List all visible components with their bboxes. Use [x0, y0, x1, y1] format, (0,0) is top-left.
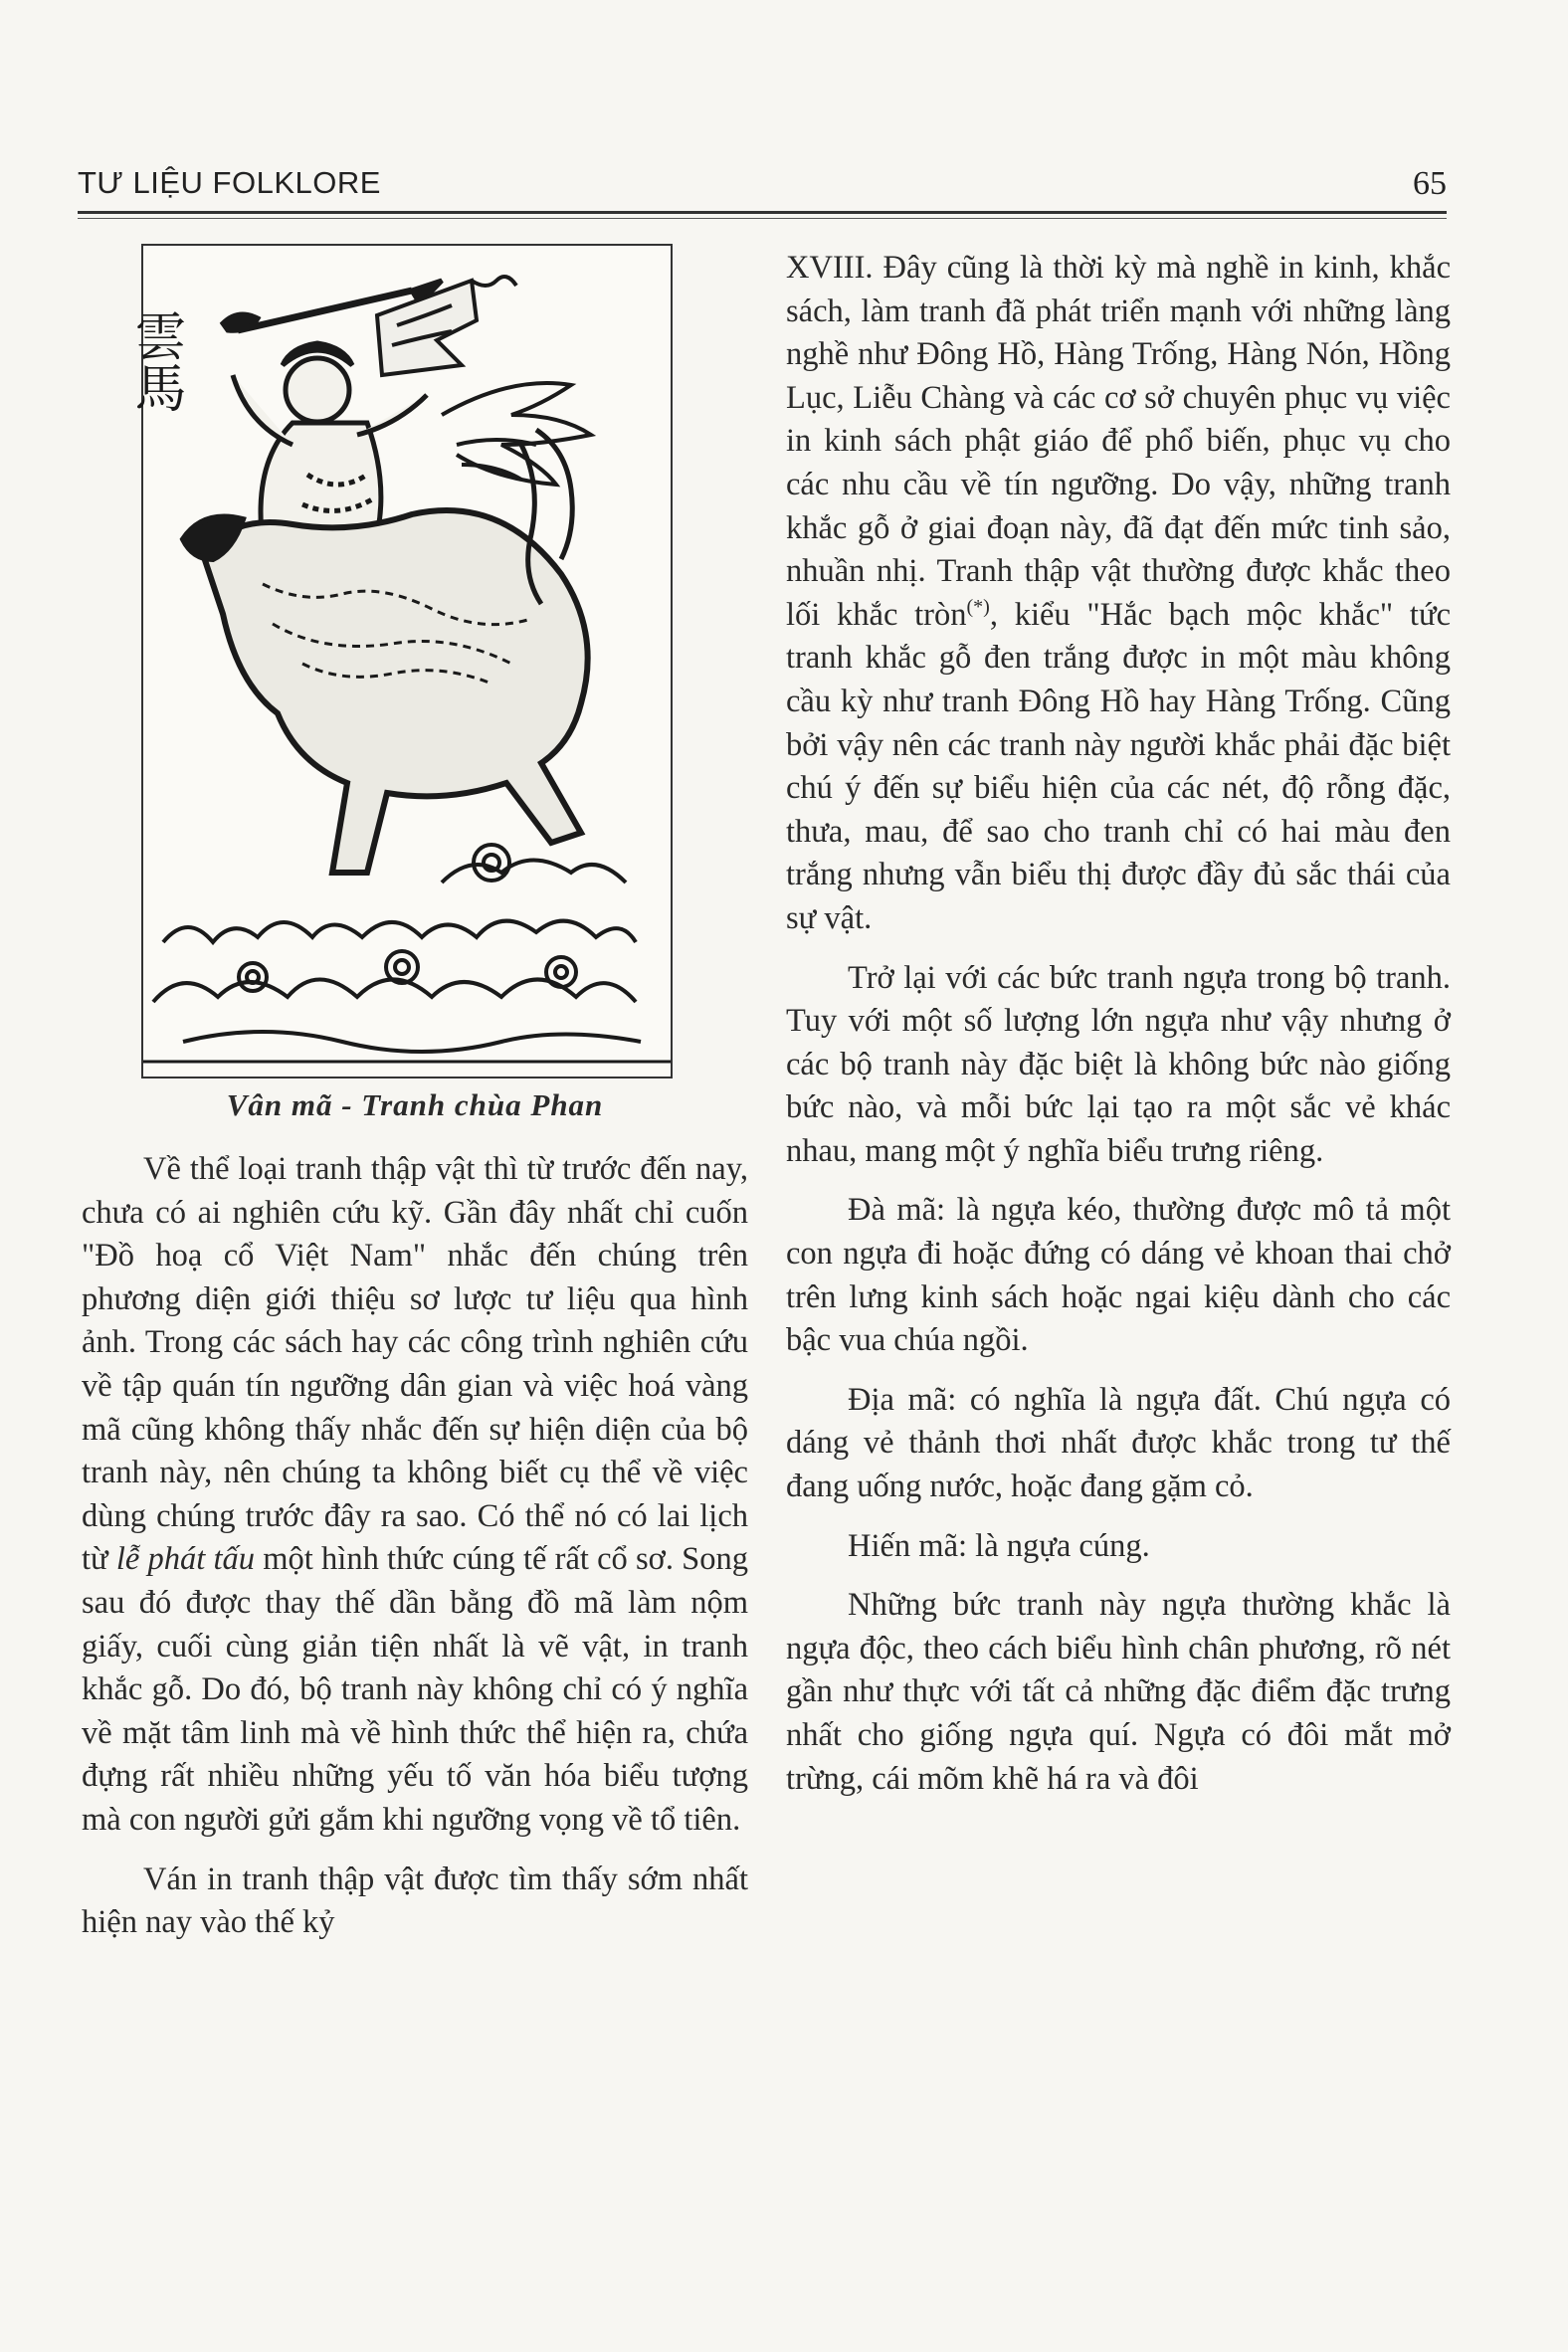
paragraph-text: một hình thức cúng tế rất cổ sơ. Song sau đó được thay thế dần bằng đồ mã làm nộm giấy, cuối cùng giản tiện nhất là vẽ vật, in tranh khắc gỗ. Do đó, bộ tranh này không chỉ có ý nghĩa về mặt tâm linh mà về hình thức thể hiện ra, chứa đựng rất nhiều những yếu tố văn hóa biểu tượng mà con người gửi gắm khi ngưỡng vọng về tổ tiên. [82, 1541, 748, 1838]
figure-caption: Vân mã - Tranh chùa Phan [226, 1087, 604, 1122]
right-column [786, 247, 1451, 1817]
paragraph-text: Về thể loại tranh thập vật thì từ trước đến nay, chưa có ai nghiên cứu kỹ. Gần đây nhất chỉ cuốn "Đồ hoạ cổ Việt Nam" nhắc đến chúng trên phương diện giới thiệu sơ lược tư liệu qua hình ảnh. Trong các sách hay các công trình nghiên cứu về tập quán tín ngưỡng dân gian và việc hoá vàng mã cũng không thấy nhắc đến sự hiện diện của bộ tranh này, nên chúng ta không biết cụ thể về việc dùng chúng trước đây ra sao. Có thể nó có lai lịch từ [82, 1151, 748, 1578]
header-rule [78, 211, 1447, 214]
footnote-marker: (*) [966, 595, 990, 618]
right-paragraph-4: Địa mã: có nghĩa là ngựa đất. Chú ngựa có dáng vẻ thảnh thơi nhất được khắc trong tư thế đang uống nước, hoặc đang gặm cỏ. [786, 1381, 1451, 1505]
page-number: 65 [1413, 165, 1447, 202]
page-header [78, 159, 1447, 207]
right-paragraph-1 [786, 247, 1451, 941]
italic-term: lễ phát tấu [115, 1541, 256, 1578]
horse-rider-woodcut [125, 246, 671, 1077]
header-rule-thin [78, 218, 1447, 219]
paragraph-text: XVIII. Đây cũng là thời kỳ mà nghề in kinh, khắc sách, làm tranh đã phát triển mạnh với những làng nghề như Đông Hồ, Hàng Trống, Hàng Nón, Hồng Lục, Liễu Chàng và các cơ sở chuyên phục vụ việc in kinh sách phật giáo để phổ biến, phục vụ cho các nhu cầu về tín ngưỡng. Do vậy, những tranh khắc gỗ ở giai đoạn này, đã đạt đến mức tinh sảo, nhuần nhị. Tranh thập vật thường được khắc theo lối khắc tròn [786, 250, 1451, 633]
woodblock-illustration [125, 244, 673, 1078]
right-paragraph-6: Những bức tranh này ngựa thường khắc là ngựa độc, theo cách biểu hình chân phương, rõ nét gần như thực với tất cả những đặc điểm đặc trưng nhất cho giống ngựa quí. Ngựa có đôi mắt mở trừng, cái mõm khẽ há ra và đôi [786, 1587, 1451, 1797]
right-paragraph-5: Hiến mã: là ngựa cúng. [848, 1527, 1150, 1564]
left-paragraph-2: Ván in tranh thập vật được tìm thấy sớm nhất hiện nay vào thế kỷ [82, 1861, 748, 1941]
right-paragraph-3: Đà mã: là ngựa kéo, thường được mô tả một con ngựa đi hoặc đứng có dáng vẻ khoan thai chở trên lưng kinh sách hoặc ngai kiệu dành cho các bậc vua chúa ngồi. [786, 1192, 1451, 1359]
paragraph-text: , kiểu "Hắc bạch mộc khắc" tức tranh khắc gỗ đen trắng được in một màu không cầu kỳ như tranh Đông Hồ hay Hàng Trống. Cũng bởi vậy nên các tranh này người khắc phải đặc biệt chú ý đến sự biểu hiện của các nét, độ rỗng đặc, thưa, mau, để sao cho tranh chỉ có hai màu đen trắng nhưng vẫn biểu thị được đầy đủ sắc thái của sự vật. [786, 596, 1451, 936]
left-paragraph-1 [82, 1148, 748, 1843]
left-column [82, 1148, 748, 1961]
running-title: TƯ LIỆU FOLKLORE [78, 165, 381, 200]
right-paragraph-2: Trở lại với các bức tranh ngựa trong bộ tranh. Tuy với một số lượng lớn ngựa như vậy nhưng ở các bộ tranh này đặc biệt là không bức nào giống bức nào, và mỗi bức lại tạo ra một sắc vẻ khác nhau, mang một ý nghĩa biểu trưng riêng. [786, 959, 1451, 1169]
chinese-inscription: 雲馬 [125, 309, 185, 413]
